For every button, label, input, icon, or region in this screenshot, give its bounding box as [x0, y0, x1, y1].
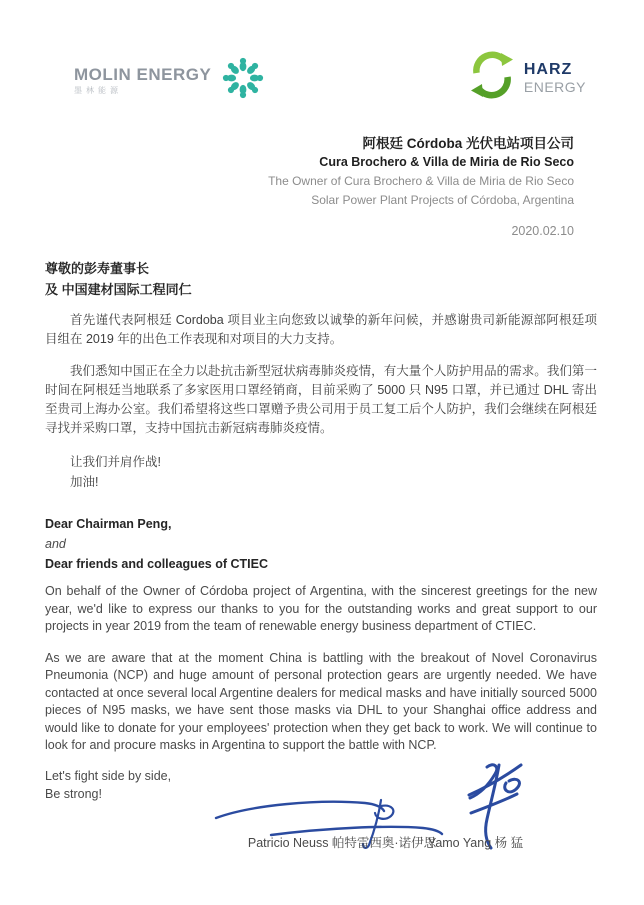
- letterhead-company-en: Cura Brochero & Villa de Miria de Rio Seco: [319, 155, 574, 169]
- molin-people-ring-icon: [215, 50, 271, 111]
- letterhead-company-cn: 阿根廷 Córdoba 光伏电站项目公司: [362, 136, 574, 151]
- salutation-cn-line2: 及 中国建材国际工程同仁: [45, 282, 192, 297]
- closing-and-signatures: [45, 767, 597, 905]
- molin-logo-name: MOLIN ENERGY: [74, 65, 212, 84]
- paragraph-en-2: As we are aware that at the moment China is battling with the breakout of Novel Coronavirus Pneumonia (NCP) and huge amount of personal protection gears are urgently needed. We have contacted at once several local Argentine dealers for medical masks and have initially sourced 5000 pieces of N95 masks, we have sent those masks via DHL to your Shanghai office address and would like to donate for your employees' protection when they get back to work. We will continue to look for and procure masks in Argentina to support the battle with NCP.: [45, 650, 597, 752]
- salutation-en-line2: and: [45, 537, 66, 551]
- salutation-cn-line1: 尊敬的彭寿董事长: [45, 261, 150, 276]
- salutation-en-line1: Dear Chairman Peng,: [45, 517, 172, 531]
- harz-logo-text: [524, 62, 586, 94]
- logo-row: [0, 0, 644, 110]
- letter-date: 2020.02.10: [511, 224, 574, 238]
- salutation-en-line3: Dear friends and colleagues of CTIEC: [45, 557, 268, 571]
- molin-logo-text: [74, 66, 211, 95]
- slogan-cn-2: 加油!: [70, 475, 99, 489]
- closing-line2: Be strong!: [45, 786, 102, 801]
- letterhead: [45, 134, 574, 241]
- molin-logo-subtitle: 墨林能源: [74, 86, 122, 95]
- letterhead-owner-line: The Owner of Cura Brochero & Villa de Miria de Rio Seco: [268, 174, 574, 188]
- letter-body: [0, 258, 644, 905]
- paragraph-cn-2: 我们悉知中国正在全力以赴抗击新型冠状病毒肺炎疫情，有大量个人防护用品的需求。我们第一时间在阿根廷当地联系了多家医用口罩经销商，目前采购了 5000 只 N95 口罩，并已通过 DHL 寄出至贵司上海办公室。我们希望将这些口罩赠予贵公司用于员工复工后个人防护，我们会继续在阿根廷寻找并采购口罩，支持中国抗击新冠病毒肺炎疫情。: [45, 364, 597, 435]
- yamo-signature-name: Yamo Yang 杨 猛: [427, 835, 524, 850]
- harz-energy-logo: [467, 50, 586, 105]
- letterhead-project-line: Solar Power Plant Projects of Córdoba, Argentina: [311, 193, 574, 207]
- molin-energy-logo: [74, 50, 271, 111]
- closing-line1: Let's fight side by side,: [45, 768, 172, 783]
- harz-circular-arrows-icon: [467, 50, 517, 105]
- salutation-cn: [45, 258, 597, 300]
- slogan-cn-1: 让我们并肩作战!: [70, 455, 161, 469]
- paragraph-en-1: On behalf of the Owner of Córdoba project of Argentina, with the sincerest greetings for the new year, we'd like to express our thanks to you for the outstanding works and great support to our projects in year 2019 from the team of renewable energy business department of CTIEC.: [45, 584, 597, 633]
- harz-logo-name-2: ENERGY: [523, 78, 586, 95]
- paragraph-cn-1: 首先谨代表阿根廷 Cordoba 项目业主向您致以诚挚的新年问候，并感谢贵司新能源部阿根廷项目组在 2019 年的出色工作表现和对项目的大力支持。: [45, 313, 597, 346]
- patricio-signature-name: Patricio Neuss 帕特雷西奥·诺伊思: [247, 835, 437, 850]
- harz-logo-name: HARZ: [523, 60, 573, 78]
- salutation-en: [45, 514, 597, 574]
